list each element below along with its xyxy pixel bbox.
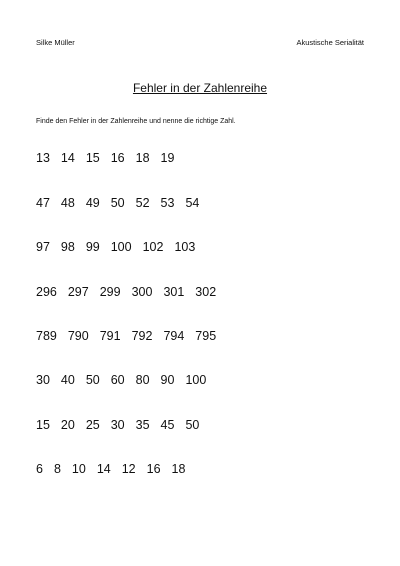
sequence-number: 302	[195, 285, 217, 299]
instruction-text: Finde den Fehler in der Zahlenreihe und nenne die richtige Zahl.	[36, 118, 236, 125]
sequence-number: 19	[160, 151, 175, 165]
sequence-number: 30	[110, 418, 125, 432]
sequence-number: 97	[36, 240, 50, 254]
sequence-number: 47	[36, 196, 50, 210]
sequence-row	[36, 328, 227, 344]
sequence-number: 103	[174, 240, 196, 254]
sequence-number: 16	[110, 151, 125, 165]
sequence-number: 40	[60, 373, 75, 387]
sequence-row	[36, 284, 227, 300]
sequence-number: 10	[71, 462, 86, 476]
sequence-number: 15	[36, 418, 50, 432]
sequence-number: 25	[85, 418, 100, 432]
sequence-number: 49	[85, 196, 100, 210]
sequence-number: 30	[36, 373, 50, 387]
sequence-number: 18	[135, 151, 150, 165]
sequence-number: 50	[85, 373, 100, 387]
sequence-number: 300	[131, 285, 153, 299]
sequence-number: 789	[36, 329, 57, 343]
header-topic: Akustische Serialität	[296, 38, 364, 47]
sequence-number: 98	[60, 240, 75, 254]
sequence-number: 8	[53, 462, 61, 476]
sequence-row	[36, 461, 196, 477]
header-author: Silke Müller	[36, 38, 75, 47]
sequence-number: 52	[135, 196, 150, 210]
worksheet-title: Fehler in der Zahlenreihe	[132, 81, 268, 95]
sequence-number: 795	[195, 329, 217, 343]
sequence-number: 80	[135, 373, 150, 387]
sequence-number: 100	[185, 373, 207, 387]
sequence-number: 60	[110, 373, 125, 387]
sequence-number: 18	[171, 462, 186, 476]
sequence-number: 296	[36, 285, 57, 299]
sequence-number: 35	[135, 418, 150, 432]
sequence-number: 102	[142, 240, 164, 254]
sequence-number: 297	[67, 285, 89, 299]
sequence-number: 13	[36, 151, 50, 165]
sequence-number: 794	[163, 329, 185, 343]
sequence-number: 14	[60, 151, 75, 165]
sequence-number: 791	[99, 329, 121, 343]
sequence-number: 299	[99, 285, 121, 299]
sequence-number: 790	[67, 329, 89, 343]
sequence-row	[36, 417, 210, 433]
sequence-number: 50	[110, 196, 125, 210]
sequence-number: 20	[60, 418, 75, 432]
sequence-row	[36, 195, 210, 211]
sequence-number: 14	[96, 462, 111, 476]
sequence-row	[36, 239, 206, 255]
sequence-number: 54	[185, 196, 200, 210]
sequence-number: 99	[85, 240, 100, 254]
sequence-number: 50	[185, 418, 200, 432]
sequence-number: 53	[160, 196, 175, 210]
sequence-row	[36, 372, 217, 388]
sequence-number: 48	[60, 196, 75, 210]
sequence-number: 12	[121, 462, 136, 476]
sequence-row	[36, 150, 185, 166]
sequence-number: 301	[163, 285, 185, 299]
sequence-number: 45	[160, 418, 175, 432]
sequence-number: 792	[131, 329, 153, 343]
sequence-number: 100	[110, 240, 132, 254]
sequence-number: 90	[160, 373, 175, 387]
sequence-number: 6	[36, 462, 43, 476]
sequence-number: 16	[146, 462, 161, 476]
sequence-number: 15	[85, 151, 100, 165]
